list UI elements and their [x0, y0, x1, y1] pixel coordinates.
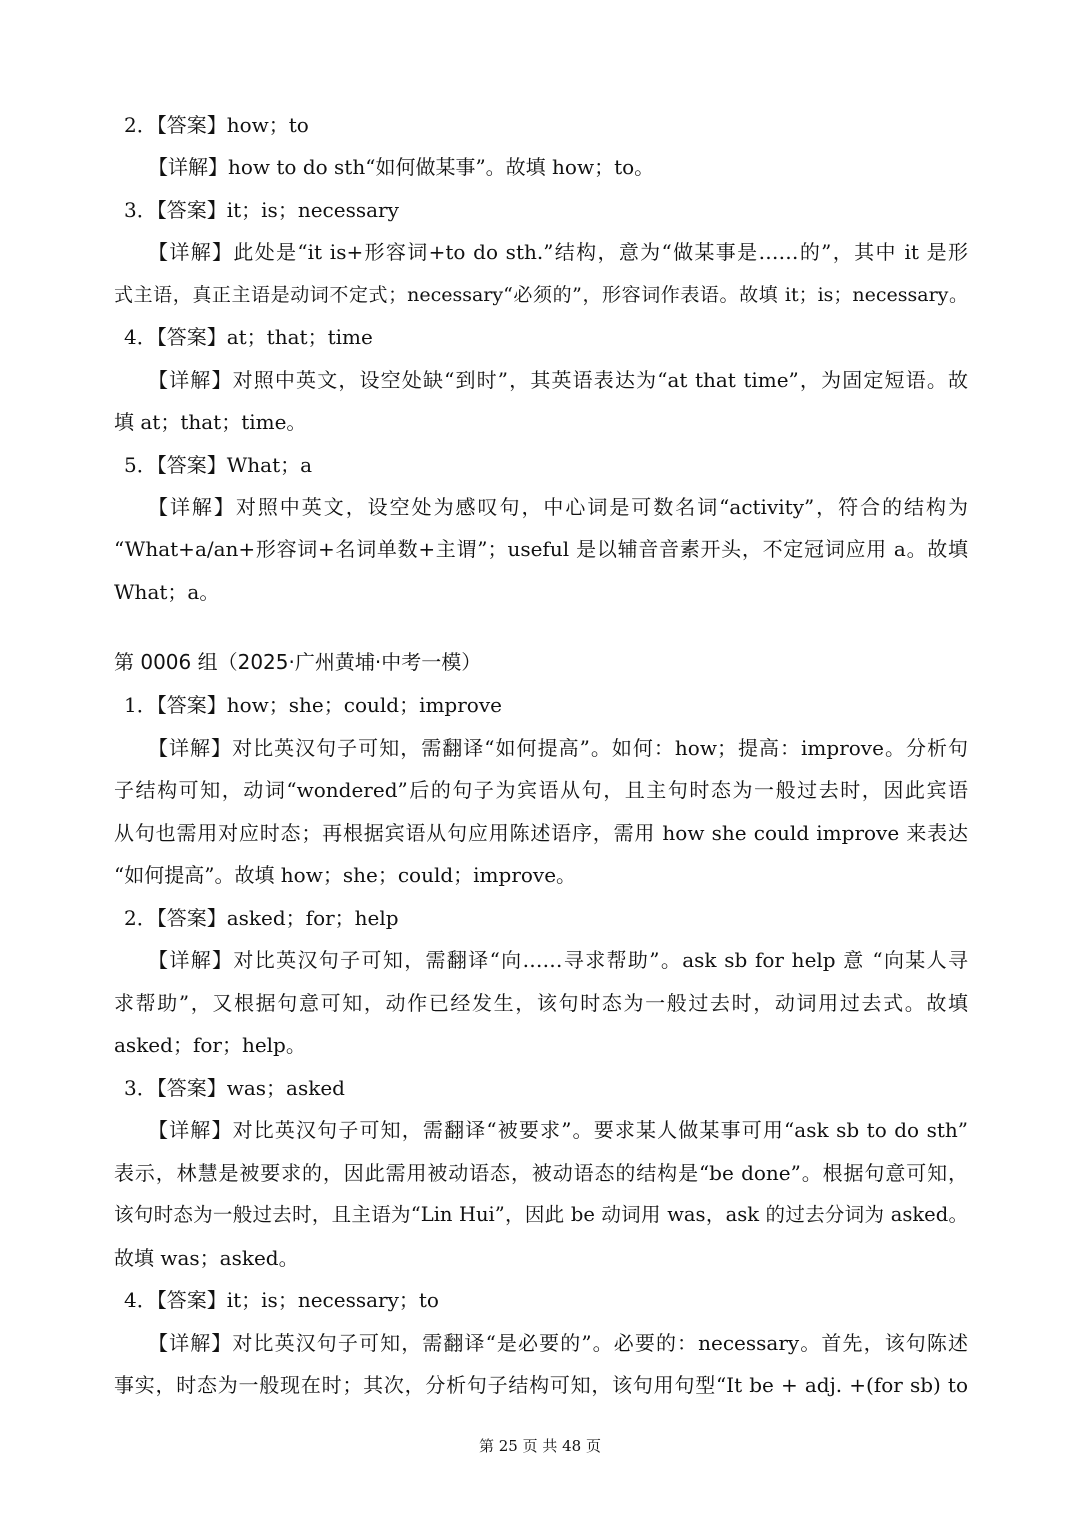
answer-line: 5．【答案】What；a	[124, 453, 313, 477]
explanation-line: 【详解】对比英汉句子可知，需翻译“是必要的”。必要的：necessary。首先，该句陈述	[148, 1331, 968, 1355]
answer-line: 2．【答案】asked；for；help	[124, 906, 399, 930]
explanation-line: 故填 was；asked。	[114, 1246, 299, 1270]
explanation-line: 【详解】对照中英文，设空处缺“到时”，其英语表达为“at that time”，为固定短语。故	[148, 368, 968, 392]
explanation-line: 子结构可知，动词“wondered”后的句子为宾语从句，且主句时态为一般过去时，因此宾语	[114, 778, 968, 802]
explanation-line: 从句也需用对应时态；再根据宾语从句应用陈述语序，需用 how she could improve 来表达	[114, 821, 968, 845]
explanation-line: 【详解】此处是“it is+形容词+to do sth.”结构，意为“做某事是……的”，其中 it 是形	[148, 240, 968, 264]
explanation-line: 求帮助”，又根据句意可知，动作已经发生，该句时态为一般过去时，动词用过去式。故填	[114, 991, 968, 1015]
explanation-line: “如何提高”。故填 how；she；could；improve。	[114, 863, 577, 887]
explanation-line: 该句时态为一般过去时，且主语为“Lin Hui”，因此 be 动词用 was，ask 的过去分词为 asked。	[114, 1203, 968, 1226]
explanation-line: asked；for；help。	[114, 1033, 306, 1057]
explanation-line: What；a。	[114, 580, 220, 604]
explanation-line: “What+a/an+形容词+名词单数+主谓”；useful 是以辅音音素开头，不定冠词应用 a。故填	[114, 537, 968, 561]
explanation-line: 【详解】对比英汉句子可知，需翻译“向……寻求帮助”。ask sb for help 意 “向某人寻	[148, 948, 968, 972]
explanation-line: 填 at；that；time。	[114, 410, 307, 434]
explanation-line: 【详解】对照中英文，设空处为感叹句，中心词是可数名词“activity”，符合的结构为	[148, 495, 968, 519]
answer-line: 2．【答案】how；to	[124, 113, 309, 137]
explanation-line: 【详解】对比英汉句子可知，需翻译“如何提高”。如何：how；提高：improve。分析句	[148, 736, 968, 760]
answer-line: 3．【答案】was；asked	[124, 1076, 345, 1100]
explanation-line: 【详解】how to do sth“如何做某事”。故填 how；to。	[148, 155, 655, 179]
group-heading: 第 0006 组（2025·广州黄埔·中考一模）	[114, 650, 482, 674]
explanation-line: 事实，时态为一般现在时；其次，分析句子结构可知，该句用句型“It be + adj. +(for sb) to	[114, 1373, 968, 1397]
answer-line: 4．【答案】at；that；time	[124, 325, 373, 349]
explanation-line: 表示，林慧是被要求的，因此需用被动语态，被动语态的结构是“be done”。根据句意可知，	[114, 1161, 968, 1185]
answer-line: 4．【答案】it；is；necessary；to	[124, 1288, 439, 1312]
answer-line: 1．【答案】how；she；could；improve	[124, 693, 502, 717]
explanation-line: 【详解】对比英汉句子可知，需翻译“被要求”。要求某人做某事可用“ask sb to do sth”	[148, 1118, 968, 1142]
page-footer: 第 25 页 共 48 页	[478, 1437, 601, 1455]
answer-line: 3．【答案】it；is；necessary	[124, 198, 399, 222]
explanation-line: 式主语，真正主语是动词不定式；necessary“必须的”，形容词作表语。故填 it；is；necessary。	[114, 284, 968, 306]
